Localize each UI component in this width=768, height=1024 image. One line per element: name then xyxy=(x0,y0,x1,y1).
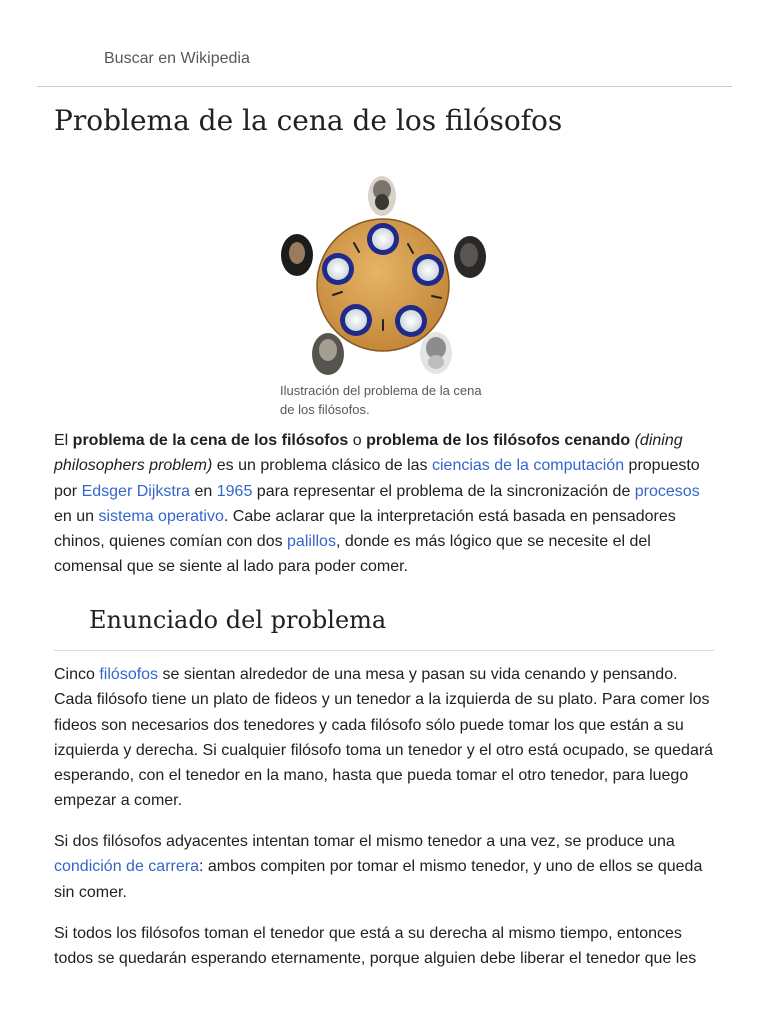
search-divider xyxy=(37,86,732,87)
section-paragraph xyxy=(54,829,716,905)
text: se sientan alrededor de una mesa y pasan su vida cenando y pensando. Cada filósofo tiene un plato de fideos y un tenedor a la izquierda de su plato. Para comer los fideos son necesarios dos tenedores y cada filósofo sólo puede tomar los que están a su izquierda y derecha. Si cualquier filósofo toma un tenedor y el otro está ocupado, se quedará esperando, con el tenedor en la mano, hasta que pueda tomar el otro tenedor, para luego empezar a comer. xyxy=(54,666,714,810)
bold-term: problema de los filósofos cenando xyxy=(366,432,631,449)
text: propuesto por xyxy=(54,457,700,500)
philosopher-portrait xyxy=(312,333,344,375)
link-edsger-dijkstra[interactable]: Edsger Dijkstra xyxy=(81,482,191,500)
page-title: Problema de la cena de los filósofos xyxy=(54,104,563,137)
text: El xyxy=(54,432,73,449)
text: : ambos compiten por tomar el mismo tenedor, y uno de ellos se queda sin comer. xyxy=(54,858,703,901)
text: Si todos los filósofos toman el tenedor que está a su derecha al mismo tiempo, entonces todos se quedarán esperando eternamente, porque alguien debe liberar el tenedor que les xyxy=(54,925,697,968)
english-name: (dining philosophers problem) xyxy=(54,432,683,475)
link-palillos[interactable]: palillos xyxy=(287,533,336,551)
philosopher-portrait xyxy=(454,236,486,278)
text: en xyxy=(190,482,217,500)
section-paragraph xyxy=(54,921,716,972)
plate xyxy=(395,305,427,337)
search-input[interactable]: Buscar en Wikipedia xyxy=(104,50,250,67)
link-sistema-operativo[interactable]: sistema operativo xyxy=(98,507,224,525)
text: . Cabe aclarar que la interpretación está basada en pensadores chinos, quienes comían con dos xyxy=(54,507,676,551)
text: o xyxy=(348,432,367,449)
text: , donde es más lógico que se necesite el del comensal que se siente al lado para poder comer. xyxy=(54,533,651,576)
text: en un xyxy=(54,507,99,525)
bold-term: problema de la cena de los filósofos xyxy=(72,432,349,449)
intro-paragraph xyxy=(54,428,716,580)
text: Si dos filósofos adyacentes intentan tomar el mismo tenedor a una vez, se produce una xyxy=(54,833,675,850)
dining-philosophers-illustration[interactable] xyxy=(280,176,495,376)
search-bar[interactable] xyxy=(0,0,768,88)
text: para representar el problema de la sincronización de xyxy=(252,482,635,500)
plate xyxy=(322,253,354,285)
figure-caption: Ilustración del problema de la cena de los filósofos. xyxy=(280,383,482,417)
link-1965[interactable]: 1965 xyxy=(216,482,253,500)
link-procesos[interactable]: procesos xyxy=(634,482,700,500)
section-heading[interactable]: Enunciado del problema xyxy=(89,606,387,634)
link-ciencias-computacion[interactable]: ciencias de la computación xyxy=(431,457,625,475)
section-divider xyxy=(54,650,714,651)
plate xyxy=(367,223,399,255)
section-paragraph xyxy=(54,662,716,814)
text: es un problema clásico de las xyxy=(212,457,432,475)
plate xyxy=(340,304,372,336)
philosopher-portrait xyxy=(420,332,452,374)
article-figure[interactable] xyxy=(280,176,495,417)
philosopher-portrait xyxy=(281,234,313,276)
plate xyxy=(412,254,444,286)
text: Cinco xyxy=(54,666,100,683)
philosopher-portrait xyxy=(368,176,396,216)
link-condicion-carrera[interactable]: condición de carrera xyxy=(54,858,199,876)
link-filosofos[interactable]: filósofos xyxy=(99,666,159,683)
